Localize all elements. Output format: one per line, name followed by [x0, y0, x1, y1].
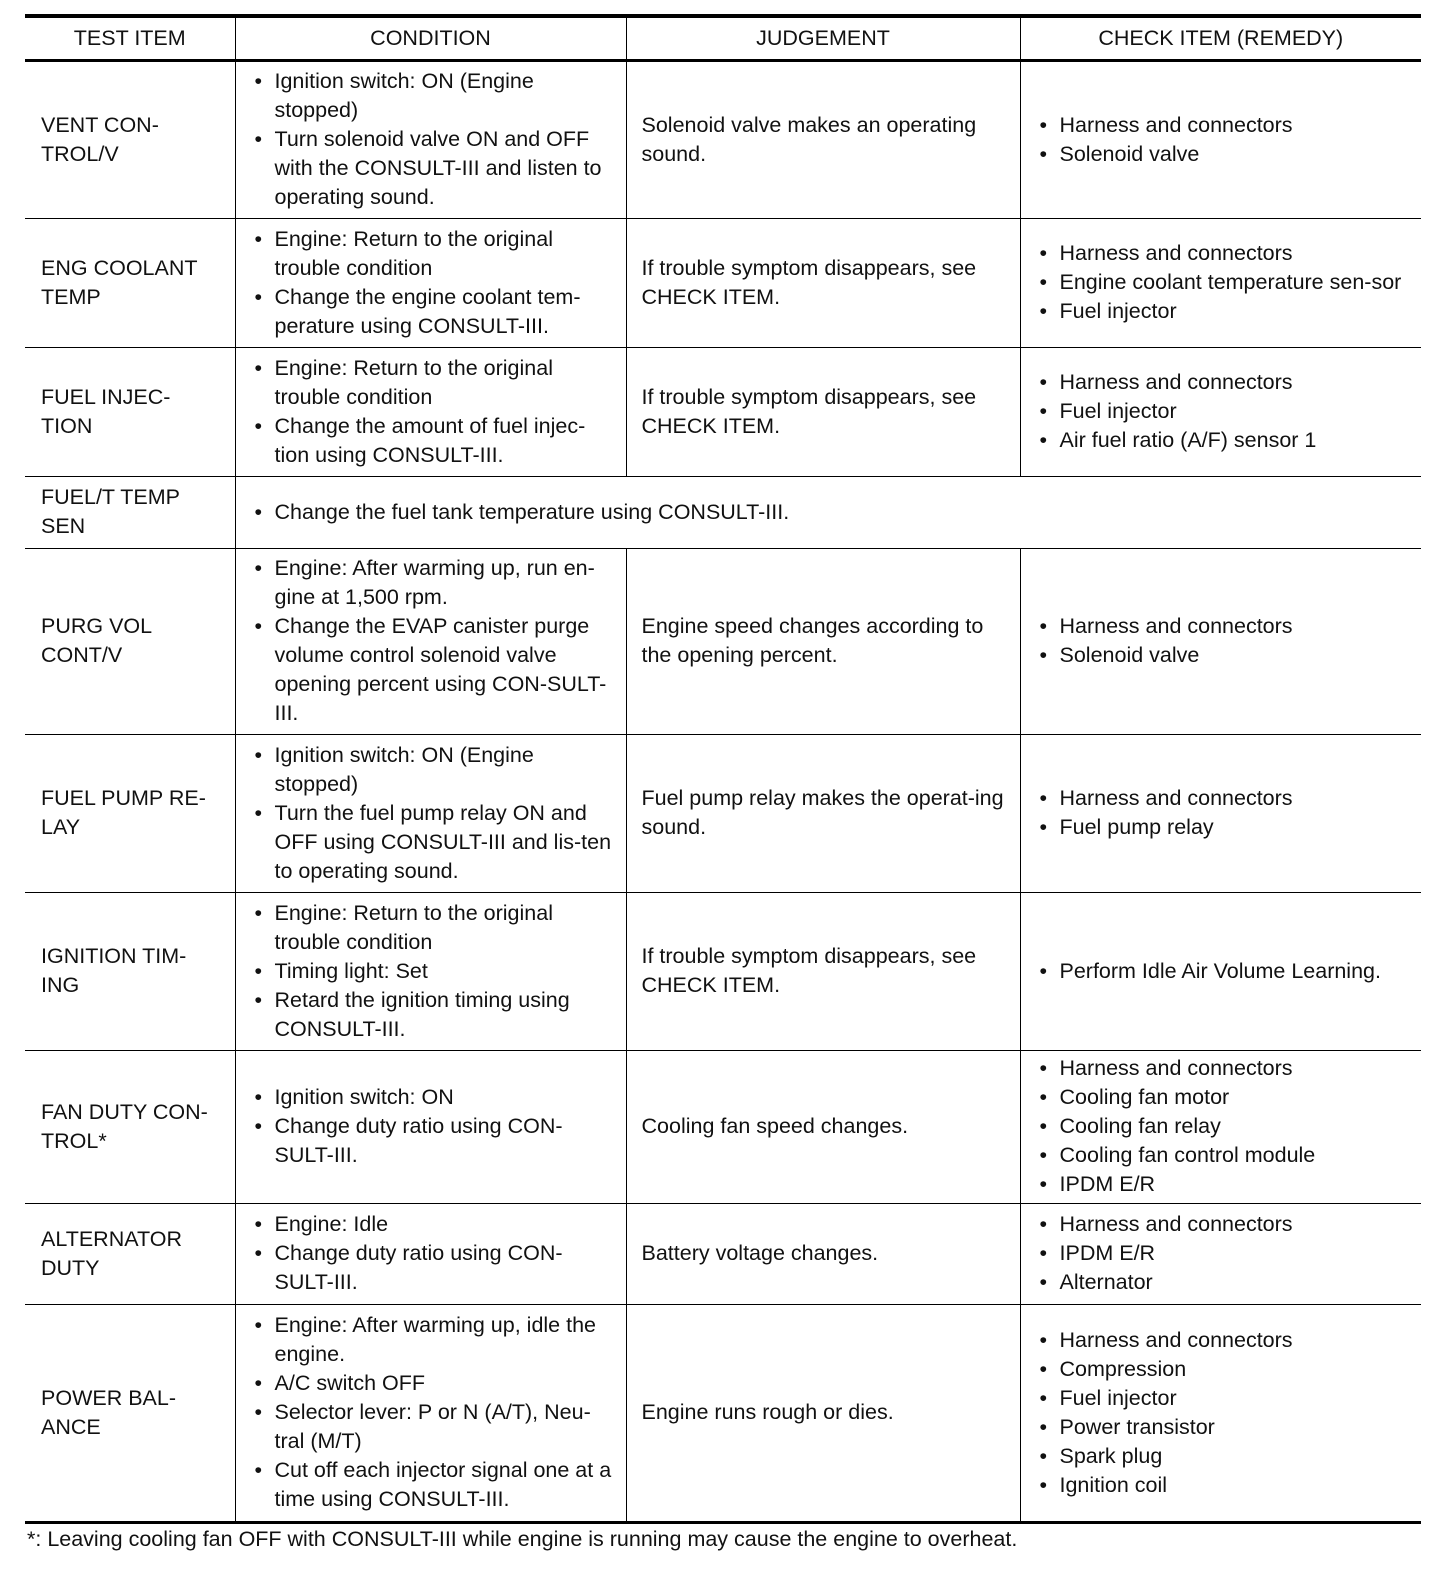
header-row: [25, 16, 1421, 60]
header-check-item: CHECK ITEM (REMEDY): [1020, 16, 1421, 60]
check-item-cell: [1020, 347, 1421, 476]
bullet-item: • Cooling fan motor: [1036, 1083, 1408, 1112]
test-item-cell: ALTERNATOR DUTY: [25, 1203, 235, 1304]
bullet-item: • Compression: [1036, 1355, 1408, 1384]
test-item-cell: POWER BAL- ANCE: [25, 1304, 235, 1522]
test-item-cell: PURG VOL CONT/V: [25, 548, 235, 734]
table-row: [25, 476, 1421, 548]
check-item-cell: [1020, 548, 1421, 734]
bullet-item: • Change the fuel tank temperature using CONSULT-III.: [251, 498, 1408, 527]
bullet-item: • Cooling fan relay: [1036, 1112, 1408, 1141]
condition-cell: [235, 892, 626, 1050]
bullet-item: • Cooling fan control module: [1036, 1141, 1408, 1170]
bullet-item: • Harness and connectors: [1036, 111, 1408, 140]
judgement-cell: If trouble symptom disappears, see CHECK ITEM.: [626, 347, 1020, 476]
bullet-item: • Harness and connectors: [1036, 784, 1408, 813]
bullet-item: • Perform Idle Air Volume Learning.: [1036, 957, 1408, 986]
test-item-cell: ENG COOLANT TEMP: [25, 218, 235, 347]
condition-list: [251, 225, 612, 341]
bullet-item: • Solenoid valve: [1036, 641, 1408, 670]
bullet-item: • Harness and connectors: [1036, 239, 1408, 268]
test-item-cell: FUEL INJEC- TION: [25, 347, 235, 476]
test-item-cell: FAN DUTY CON- TROL*: [25, 1050, 235, 1203]
judgement-cell: Cooling fan speed changes.: [626, 1050, 1020, 1203]
test-item-cell: IGNITION TIM- ING: [25, 892, 235, 1050]
footnote: *: Leaving cooling fan OFF with CONSULT-III while engine is running may cause the engine to overheat.: [27, 1526, 1018, 1551]
bullet-item: • Fuel injector: [1036, 397, 1408, 426]
judgement-cell: Fuel pump relay makes the operat-ing sound.: [626, 734, 1020, 892]
check-item-cell: [1020, 734, 1421, 892]
check-item-cell: [1020, 1203, 1421, 1304]
judgement-cell: Solenoid valve makes an operating sound.: [626, 60, 1020, 218]
header-judgement: JUDGEMENT: [626, 16, 1020, 60]
check-item-cell: [1020, 892, 1421, 1050]
check-item-cell: [1020, 1304, 1421, 1522]
bullet-item: • Fuel injector: [1036, 297, 1408, 326]
condition-list: [251, 1311, 612, 1514]
bullet-item: • Fuel injector: [1036, 1384, 1408, 1413]
table-row: [25, 892, 1421, 1050]
check-item-list: [1036, 784, 1408, 842]
table-row: [25, 548, 1421, 734]
check-item-list: [1036, 239, 1408, 326]
bullet-item: • Engine: Return to the original trouble condition: [251, 354, 612, 412]
check-item-list: [1036, 1210, 1408, 1297]
table-row: [25, 347, 1421, 476]
check-item-cell: [1020, 60, 1421, 218]
bullet-item: • Engine: Return to the original trouble condition: [251, 225, 612, 283]
bullet-item: • Ignition switch: ON: [251, 1083, 612, 1112]
bullet-item: • Harness and connectors: [1036, 368, 1408, 397]
condition-cell: [235, 476, 1421, 548]
condition-list: [251, 741, 612, 886]
check-item-list: [1036, 957, 1408, 986]
bullet-item: • IPDM E/R: [1036, 1239, 1408, 1268]
bullet-item: • Ignition switch: ON (Engine stopped): [251, 67, 612, 125]
test-item-cell: FUEL PUMP RE- LAY: [25, 734, 235, 892]
bullet-item: • Turn solenoid valve ON and OFF with the CONSULT-III and listen to operating sound.: [251, 125, 612, 212]
bullet-item: • Alternator: [1036, 1268, 1408, 1297]
bullet-item: • Spark plug: [1036, 1442, 1408, 1471]
check-item-list: [1036, 1326, 1408, 1500]
table-row: [25, 218, 1421, 347]
condition-list: [251, 67, 612, 212]
condition-list: [251, 554, 612, 728]
bullet-item: • Fuel pump relay: [1036, 813, 1408, 842]
table-row: [25, 1050, 1421, 1203]
bullet-item: • Retard the ignition timing using CONSULT-III.: [251, 986, 612, 1044]
condition-cell: [235, 548, 626, 734]
bullet-item: • Harness and connectors: [1036, 1210, 1408, 1239]
check-item-list: [1036, 1054, 1408, 1199]
condition-cell: [235, 1203, 626, 1304]
check-item-list: [1036, 111, 1408, 169]
condition-cell: [235, 60, 626, 218]
bullet-item: • Ignition coil: [1036, 1471, 1408, 1500]
document: [25, 14, 1421, 1554]
condition-list: [251, 498, 1408, 527]
condition-cell: [235, 347, 626, 476]
check-item-cell: [1020, 218, 1421, 347]
check-item-list: [1036, 612, 1408, 670]
judgement-cell: Engine speed changes according to the opening percent.: [626, 548, 1020, 734]
bullet-item: • Power transistor: [1036, 1413, 1408, 1442]
bullet-item: • Ignition switch: ON (Engine stopped): [251, 741, 612, 799]
judgement-cell: If trouble symptom disappears, see CHECK ITEM.: [626, 892, 1020, 1050]
bullet-item: • Cut off each injector signal one at a time using CONSULT-III.: [251, 1456, 612, 1514]
bullet-item: • Engine coolant temperature sen-sor: [1036, 268, 1408, 297]
bullet-item: • Timing light: Set: [251, 957, 612, 986]
bullet-item: • Turn the fuel pump relay ON and OFF using CONSULT-III and lis-ten to operating sound.: [251, 799, 612, 886]
header-condition: CONDITION: [235, 16, 626, 60]
table-row: [25, 1203, 1421, 1304]
condition-cell: [235, 1050, 626, 1203]
bullet-item: • Engine: Idle: [251, 1210, 612, 1239]
bullet-item: • Change the amount of fuel injec-tion using CONSULT-III.: [251, 412, 612, 470]
header-test-item: TEST ITEM: [25, 16, 235, 60]
bullet-item: • Change duty ratio using CON-SULT-III.: [251, 1239, 612, 1297]
check-item-list: [1036, 368, 1408, 455]
judgement-cell: If trouble symptom disappears, see CHECK ITEM.: [626, 218, 1020, 347]
table-row: [25, 1304, 1421, 1522]
bullet-item: • Engine: Return to the original trouble condition: [251, 899, 612, 957]
bullet-item: • Harness and connectors: [1036, 1054, 1408, 1083]
bullet-item: • Change the engine coolant tem-perature using CONSULT-III.: [251, 283, 612, 341]
judgement-cell: Battery voltage changes.: [626, 1203, 1020, 1304]
condition-cell: [235, 1304, 626, 1522]
bullet-item: • Harness and connectors: [1036, 612, 1408, 641]
bullet-item: • Solenoid valve: [1036, 140, 1408, 169]
condition-list: [251, 1210, 612, 1297]
bullet-item: • Change duty ratio using CON-SULT-III.: [251, 1112, 612, 1170]
judgement-cell: Engine runs rough or dies.: [626, 1304, 1020, 1522]
bullet-item: • Harness and connectors: [1036, 1326, 1408, 1355]
check-item-cell: [1020, 1050, 1421, 1203]
table-row: [25, 734, 1421, 892]
active-test-table: [25, 14, 1421, 1524]
bullet-item: • Engine: After warming up, idle the engine.: [251, 1311, 612, 1369]
condition-cell: [235, 218, 626, 347]
bullet-item: • Change the EVAP canister purge volume control solenoid valve opening percent using CON-SULT-III.: [251, 612, 612, 728]
bullet-item: • A/C switch OFF: [251, 1369, 612, 1398]
bullet-item: • Air fuel ratio (A/F) sensor 1: [1036, 426, 1408, 455]
condition-list: [251, 899, 612, 1044]
table-row: [25, 60, 1421, 218]
bullet-item: • Engine: After warming up, run en-gine at 1,500 rpm.: [251, 554, 612, 612]
test-item-cell: FUEL/T TEMP SEN: [25, 476, 235, 548]
bullet-item: • IPDM E/R: [1036, 1170, 1408, 1199]
condition-list: [251, 1083, 612, 1170]
condition-cell: [235, 734, 626, 892]
bullet-item: • Selector lever: P or N (A/T), Neu-tral (M/T): [251, 1398, 612, 1456]
condition-list: [251, 354, 612, 470]
test-item-cell: VENT CON- TROL/V: [25, 60, 235, 218]
